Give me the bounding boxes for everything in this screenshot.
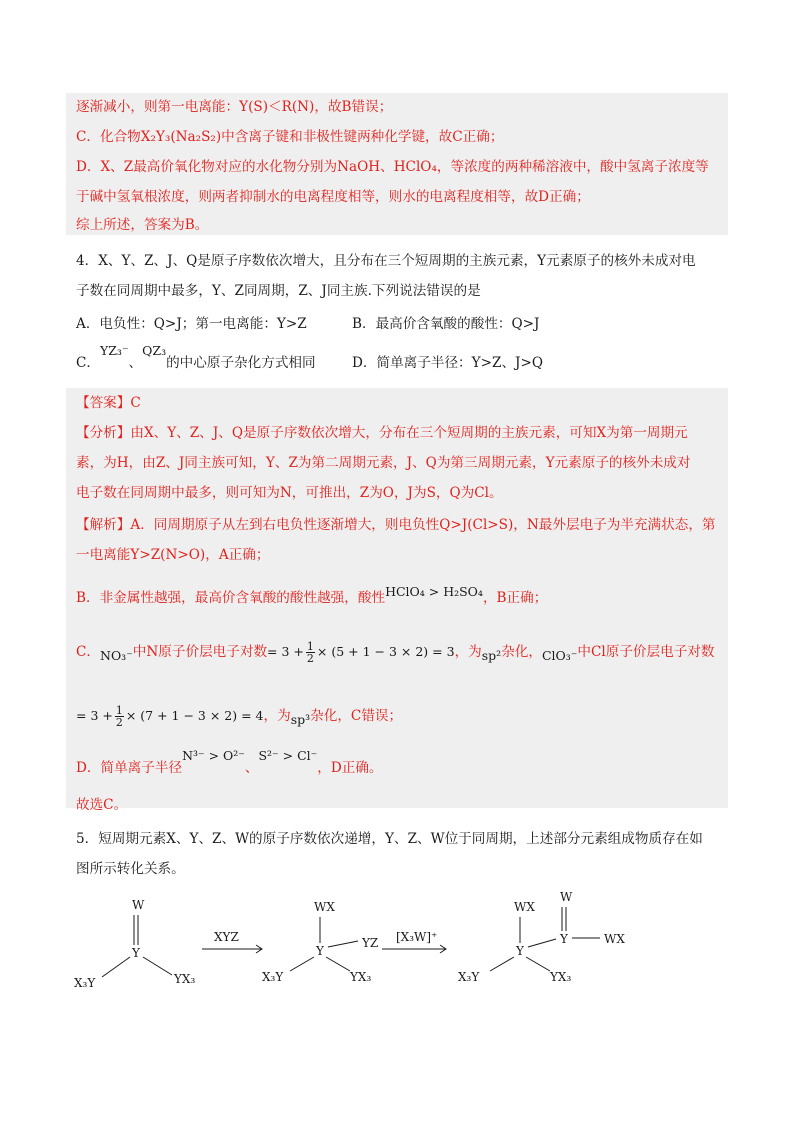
q4-explain-a-2: 一电离能Y>Z(N>O)，A正确； (76, 547, 270, 563)
q4-option-b: B．最高价含氧酸的酸性：Q>J (352, 316, 540, 332)
frac-den: 2 (306, 652, 314, 665)
q4-option-a: A．电负性：Q>J；第一电离能：Y>Z (76, 316, 307, 332)
explain-c-mid4: 中Cl原子价层电子对数 (577, 644, 715, 660)
q4-stem-2: 子数在同周期中最多，Y、Z同周期，Z、J同主族.下列说法错误的是 (76, 283, 481, 299)
q4-option-d: D．简单离子半径：Y>Z、J>Q (352, 355, 544, 371)
s1-x3y: X₃Y (74, 976, 96, 990)
frac-num-2: 1 (115, 704, 123, 717)
q4-explain-c-2 (76, 705, 740, 728)
option-c-text: 的中心原子杂化方式相同 (166, 355, 316, 371)
formula-clo3: ClO₃⁻ (541, 648, 578, 663)
prev-line-4: 于碱中氢氧根浓度，则两者抑制水的电离程度相等，则水的电离程度相等，故D正确； (76, 189, 590, 205)
s2-bond-yz (328, 941, 358, 947)
s3-x3y: X₃Y (458, 970, 480, 984)
explain-d-sep: 、 (244, 760, 259, 776)
explain-c2-mid: ，为 (263, 708, 291, 724)
q4-conclusion: 故选C。 (76, 797, 128, 813)
explain-c-mid: 中N原子价层电子对数 (132, 644, 268, 660)
s1-w: W (132, 898, 145, 912)
explain-d-post: ，D正确。 (317, 760, 383, 776)
q4-stem-1: 4．X、Y、Z、J、Q是原子序数依次增大，且分布在三个短周期的主族元素，Y元素原子的核外未成对电 (76, 253, 696, 269)
s3-wx: WX (514, 900, 535, 914)
frac-num: 1 (306, 640, 314, 653)
s2-bond-left (290, 957, 314, 971)
arrow1-label: XYZ (214, 930, 239, 944)
explain-b-pre: B．非金属性越强，最高价含氧酸的酸性越强，酸性 (76, 590, 386, 606)
q5-stem-1: 5．短周期元素X、Y、Z、W的原子序数依次递增，Y、Z、W位于同周期，上述部分元素组成物质存在如 (76, 831, 703, 847)
explain-c-mid2: ，为 (454, 644, 482, 660)
q4-explain-a-1 (76, 514, 740, 536)
explain-tag: 【解析】 (76, 517, 131, 533)
s3-y-center: Y (516, 944, 524, 958)
q4-explain-d (76, 748, 740, 779)
q4-analysis-3: 电子数在同周期中最多，则可知为N，可推出，Z为O，J为S，Q为Cl。 (76, 485, 503, 501)
eq2-b: × (7 + 1 − 3 × 2) = 4 (125, 708, 264, 723)
formula-no3: NO₃⁻ (100, 648, 133, 663)
explain-d-math-1: N³⁻ > O²⁻ (182, 748, 245, 763)
explain-a-text-1: A．同周期原子从左到右电负性逐渐增大，则电负性Q>J(Cl>S)，N最外层电子为半充满状态，第 (130, 517, 716, 533)
eq2-a: = 3 + (76, 708, 113, 723)
option-c-prefix: C． (76, 355, 100, 371)
option-c-sep: 、 (128, 355, 143, 371)
s2-x3y: X₃Y (262, 970, 284, 984)
prev-line-3: D．X、Z最高价氧化物对应的水化物分别为NaOH、HClO₄，等浓度的两种稀溶液中，酸中氢离子浓度等 (76, 159, 709, 175)
s3-bond-yy (528, 939, 556, 947)
formula-yz3: YZ₃⁻ (100, 343, 129, 358)
arrow2-label: [X₃W]⁺ (396, 930, 438, 944)
formula-qz3: QZ₃ (142, 343, 167, 358)
eq1-a: = 3 + (267, 644, 304, 659)
explain-b-post: ，B正确； (482, 590, 548, 606)
eq1-b: × (5 + 1 − 3 × 2) = 3 (316, 644, 455, 659)
s3-w: W (560, 890, 573, 904)
explain-c-mid3: 杂化， (501, 644, 542, 660)
s1-bond-left (102, 957, 130, 977)
s2-yz: YZ (362, 936, 379, 950)
s3-bond-left (490, 957, 514, 971)
s3-bond-right (526, 957, 550, 971)
s2-yx3: YX₃ (350, 970, 372, 984)
q4-explain-b (76, 584, 740, 609)
fraction-half-2 (115, 705, 124, 728)
prev-line-5: 综上所述，答案为B。 (76, 217, 209, 233)
s1-bond-right (143, 957, 172, 975)
reaction-scheme-figure (66, 885, 706, 1015)
s3-y-right: Y (560, 932, 568, 946)
sp3-label: sp³ (290, 712, 311, 727)
explain-c-pre: C． (76, 644, 100, 660)
q4-analysis-1 (76, 422, 740, 444)
sp2-label: sp² (481, 648, 502, 663)
q5-stem-2: 图所示转化关系。 (76, 861, 185, 877)
s1-yx3: YX₃ (174, 972, 196, 986)
s3-wx-right: WX (604, 932, 625, 946)
q4-analysis-2: 素，为H，由Z、J同主族可知，Y、Z为第二周期元素，J、Q为第三周期元素，Y元素原子的核外未成对 (76, 455, 691, 471)
prev-line-1: 逐渐减小，则第一电离能：Y(S)＜R(N)，故B错误； (76, 99, 393, 115)
q4-answer: 【答案】C (76, 395, 141, 411)
s3-yx3: YX₃ (550, 970, 572, 984)
s2-y: Y (316, 944, 324, 958)
fraction-half (306, 641, 315, 664)
explain-d-math-2: S²⁻ > Cl⁻ (258, 748, 318, 763)
explain-b-math: HClO₄ > H₂SO₄ (385, 584, 483, 599)
frac-den-2: 2 (115, 716, 123, 729)
prev-line-2: C．化合物X₂Y₃(Na₂S₂)中含离子键和非极性键两种化学键，故C正确； (76, 129, 504, 145)
explain-d-pre: D．简单离子半径 (76, 760, 183, 776)
analysis-text-1: 由X、Y、Z、J、Q是原子序数依次增大，分布在三个短周期的主族元素，可知X为第一周期元 (130, 425, 688, 441)
s2-bond-right (326, 957, 350, 971)
s1-y: Y (132, 946, 140, 960)
s2-wx: WX (314, 900, 335, 914)
explain-c2-post: 杂化，C错误； (310, 708, 403, 724)
q4-explain-c-1 (76, 641, 740, 664)
analysis-tag: 【分析】 (76, 425, 131, 441)
